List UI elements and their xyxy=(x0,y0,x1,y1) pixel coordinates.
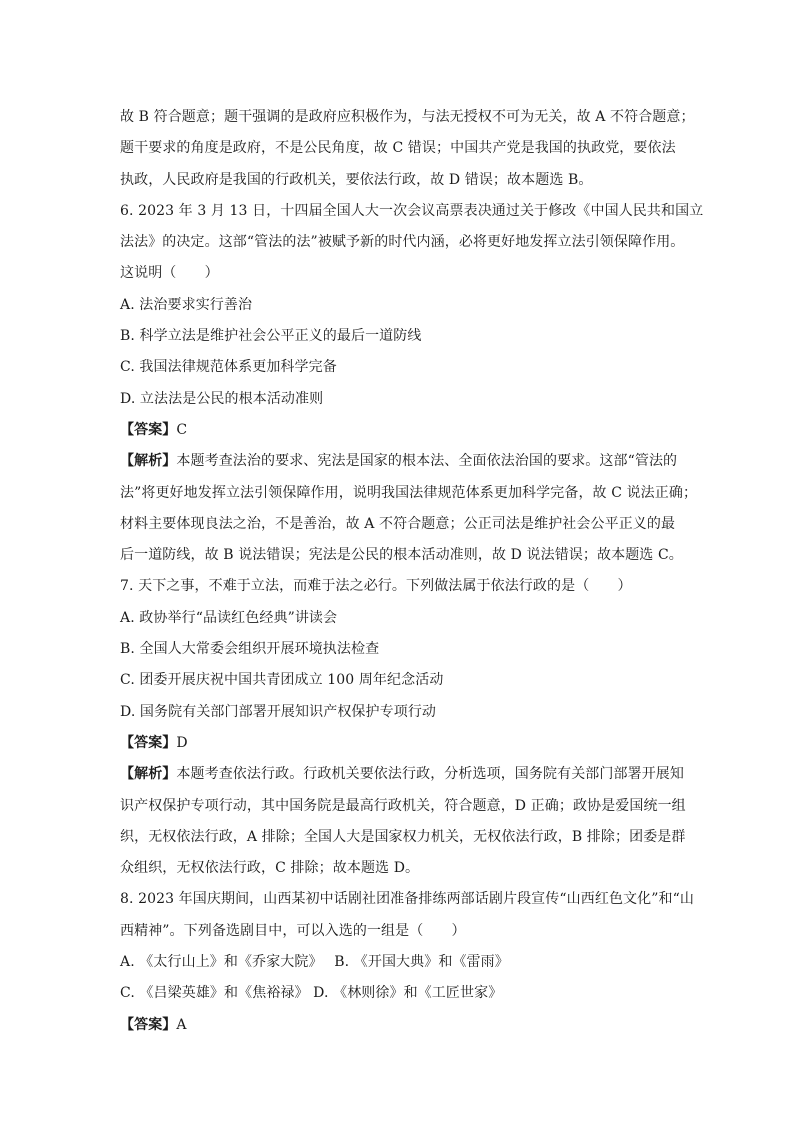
text-line xyxy=(120,822,690,853)
answer-option xyxy=(120,978,690,1009)
analysis-tag: 【解析】 xyxy=(120,766,177,783)
line-text: 织，无权依法行政，A 排除；全国人大是国家权力机关，无权依法行政，B 排除；团委是群 xyxy=(120,828,686,845)
line-text: D xyxy=(176,734,188,751)
text-line xyxy=(120,540,690,571)
line-text: 西精神”。下列备选剧目中，可以入选的一组是（ ） xyxy=(120,922,466,939)
line-text: A xyxy=(176,1016,187,1033)
line-text: C. 《吕梁英雄》和《焦裕禄》 D. 《林则徐》和《工匠世家》 xyxy=(120,985,503,1002)
line-text: 识产权保护专项行动，其中国务院是最高行政机关，符合题意，D 正确；政协是爱国统一组 xyxy=(120,797,686,814)
line-text: 题干要求的角度是政府，不是公民角度，故 C 错误；中国共产党是我国的执政党，要依法 xyxy=(120,140,676,157)
line-text: 本题考查依法行政。行政机关要依法行政，分析选项，国务院有关部门部署开展知 xyxy=(176,766,685,783)
answer-tag: 【答案】 xyxy=(120,421,177,438)
text-line xyxy=(120,165,690,196)
line-text: 众组织，无权依法行政，C 排除；故本题选 D。 xyxy=(120,860,420,877)
line-text: 后一道防线，故 B 说法错误；宪法是公民的根本活动准则，故 D 说法错误；故本题选 C。 xyxy=(120,547,683,564)
answer-option xyxy=(120,603,690,634)
line-text: 7. 天下之事，不难于立法，而难于法之必行。下列做法属于依法行政的是（ ） xyxy=(120,578,632,595)
text-line xyxy=(120,102,695,133)
answer-option xyxy=(120,352,690,383)
text-line xyxy=(120,258,690,289)
line-text: A. 《太行山上》和《乔家大院》 B. 《开国大典》和《雷雨》 xyxy=(120,954,509,971)
answer-tag: 【答案】 xyxy=(120,1016,177,1033)
text-line xyxy=(120,853,690,884)
text-line xyxy=(120,478,698,509)
line-text: B. 全国人大常委会组织开展环境执法检查 xyxy=(120,641,380,658)
analysis-line xyxy=(120,446,690,477)
analysis-tag: 【解析】 xyxy=(120,453,177,470)
line-text: D. 立法法是公民的根本活动准则 xyxy=(120,390,324,407)
line-text: 法”将更好地发挥立法引领保障作用，说明我国法律规范体系更加科学完备，故 C 说法正确； xyxy=(120,484,698,501)
question-stem xyxy=(120,196,704,227)
analysis-line xyxy=(120,759,690,790)
line-text: A. 政协举行“品读红色经典”讲读会 xyxy=(120,609,338,626)
line-text: A. 法治要求实行善治 xyxy=(120,296,253,313)
line-text: 8. 2023 年国庆期间，山西某初中话剧社团准备排练两部话剧片段宣传“山西红色文化”和“山 xyxy=(120,891,694,908)
line-text: C xyxy=(176,421,188,438)
answer-option xyxy=(120,290,690,321)
line-text: C. 团委开展庆祝中国共青团成立 100 周年纪念活动 xyxy=(120,672,444,689)
question-stem xyxy=(120,884,694,915)
answer-option xyxy=(120,665,690,696)
line-text: 这说明（ ） xyxy=(120,265,219,282)
answer-option xyxy=(120,947,690,978)
answer-tag: 【答案】 xyxy=(120,734,177,751)
answer-line xyxy=(120,728,690,759)
answer-line xyxy=(120,415,690,446)
answer-option xyxy=(120,321,690,352)
line-text: 本题考查法治的要求、宪法是国家的根本法、全面依法治国的要求。这部“管法的 xyxy=(176,453,678,470)
document-body xyxy=(120,102,704,1041)
text-line xyxy=(120,227,690,258)
answer-option xyxy=(120,697,690,728)
text-line xyxy=(120,916,690,947)
question-stem xyxy=(120,571,690,602)
text-line xyxy=(120,133,690,164)
line-text: 故 B 符合题意；题干强调的是政府应积极作为，与法无授权不可为无关，故 A 不符合题意； xyxy=(120,109,695,125)
text-line xyxy=(120,509,690,540)
line-text: C. 我国法律规范体系更加科学完备 xyxy=(120,359,337,376)
line-text: 材料主要体现良法之治，不是善治，故 A 不符合题意；公正司法是维护社会公平正义的最 xyxy=(120,515,676,532)
line-text: B. 科学立法是维护社会公平正义的最后一道防线 xyxy=(120,328,422,345)
answer-option xyxy=(120,384,690,415)
line-text: 法法》的决定。这部“管法的法”被赋予新的时代内涵，必将更好地发挥立法引领保障作用。 xyxy=(120,234,685,251)
line-text: D. 国务院有关部门部署开展知识产权保护专项行动 xyxy=(120,703,437,720)
text-line xyxy=(120,791,690,822)
answer-option xyxy=(120,634,690,665)
line-text: 执政，人民政府是我国的行政机关，要依法行政，故 D 错误；故本题选 B。 xyxy=(120,171,593,188)
line-text: 6. 2023 年 3 月 13 日，十四届全国人大一次会议高票表决通过关于修改《中国人民共和国立 xyxy=(120,202,704,219)
answer-line xyxy=(120,1010,690,1041)
